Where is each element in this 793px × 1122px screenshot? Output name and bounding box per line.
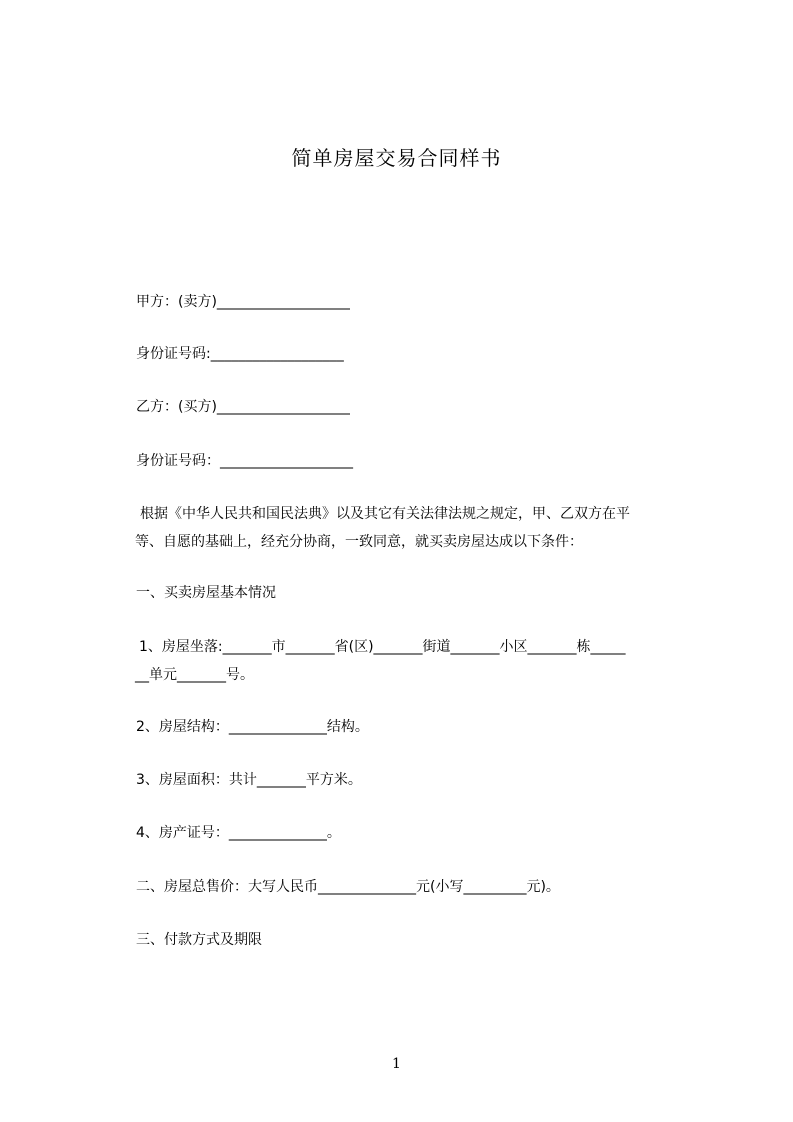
party-b-line: 乙方：(买方)___________________ (136, 399, 350, 415)
item-1-line-2: __单元_______号。 (135, 667, 254, 683)
item-3-line: 3、房屋面积：共计_______平方米。 (136, 772, 362, 788)
item-4-line: 4、房产证号：______________。 (136, 825, 341, 841)
page-number: 1 (392, 1056, 401, 1072)
party-a-id-line: 身份证号码:___________________ (136, 346, 344, 362)
party-a-line: 甲方：(卖方)___________________ (136, 294, 350, 310)
item-2-line: 2、房屋结构：______________结构。 (136, 719, 369, 735)
party-b-id-line: 身份证号码：___________________ (136, 453, 353, 469)
section-1-heading: 一、买卖房屋基本情况 (136, 585, 276, 601)
section-2-heading: 二、房屋总售价：大写人民币______________元(小写_________元)。 (136, 879, 560, 895)
preamble-line-2: 等、自愿的基础上，经充分协商，一致同意，就买卖房屋达成以下条件： (135, 534, 583, 550)
item-1-line-1: 1、房屋坐落:_______市_______省(区)_______街道_______小区_______栋_____ (139, 639, 626, 655)
document-title: 简单房屋交易合同样书 (291, 146, 502, 170)
section-3-heading: 三、付款方式及期限 (136, 932, 262, 948)
preamble-line-1: 根据《中华人民共和国民法典》以及其它有关法律法规之规定，甲、乙双方在平 (140, 506, 630, 522)
item-1-paragraph (135, 633, 705, 689)
preamble-paragraph (135, 500, 705, 556)
